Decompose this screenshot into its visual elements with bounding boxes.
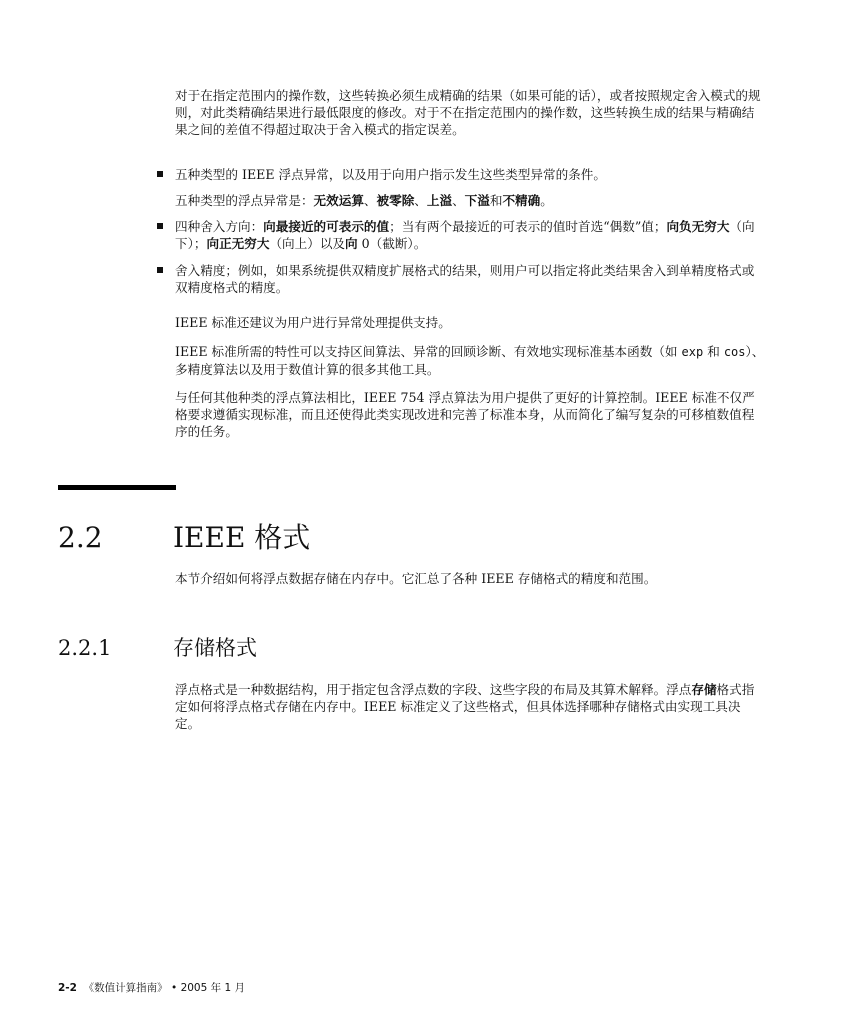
exception-overflow: 上溢	[426, 193, 453, 208]
page-footer	[58, 980, 245, 995]
bullet-text	[175, 218, 765, 252]
rounding-zero: 向	[345, 236, 358, 251]
continuation-paragraph: 对于在指定范围内的操作数，这些转换必须生成精确的结果（如果可能的话），或者按照规定舍入模式的规则，对此类精确结果进行最低限度的修改。对于不在指定范围内的操作数，这些转换生成的结果与精确结果之间的差值不得超过取决于舍入模式的指定误差。	[175, 88, 761, 137]
text-run: 四种舍入方向：	[175, 219, 264, 234]
separator: 、	[452, 193, 465, 208]
sub-prefix: 五种类型的浮点异常是：	[175, 193, 314, 208]
bullet-square-icon	[157, 223, 163, 229]
bullet-square-icon	[157, 171, 163, 177]
separator: 、	[363, 193, 377, 208]
rounding-nearest: 向最接近的可表示的值	[263, 219, 390, 234]
book-title: 《数值计算指南》	[83, 982, 168, 994]
footer-separator: •	[171, 982, 178, 994]
text-run: 和	[703, 344, 724, 359]
text-run: 格式指定如何将浮点格式存储在内存中。IEEE 标准定义了这些格式，但具体选择哪种存储格式由实现工具决定。	[175, 682, 755, 731]
exception-underflow: 下溢	[464, 193, 490, 208]
bullet-text: 五种类型的 IEEE 浮点异常，以及用于向用户指示发生这些类型异常的条件。	[175, 167, 606, 182]
bold-term: 存储	[691, 682, 717, 697]
section-rule	[58, 485, 176, 490]
subsection-paragraph	[175, 681, 765, 732]
section-number: 2.2	[58, 521, 103, 554]
text-run: 浮点格式是一种数据结构，用于指定包含浮点数的字段、这些字段的布局及其算术解释。浮点	[175, 682, 692, 697]
text-run: IEEE 标准所需的特性可以支持区间算法、异常的回顾诊断、有效地实现标准基本函数（如	[175, 344, 682, 359]
rounding-neg-inf: 向负无穷大	[666, 219, 730, 234]
period: 。	[540, 193, 553, 208]
section-title: IEEE 格式	[173, 521, 311, 554]
section-intro: 本节介绍如何将浮点数据存储在内存中。它汇总了各种 IEEE 存储格式的精度和范围。	[175, 571, 657, 586]
text-run: （向下）；	[175, 219, 755, 251]
subsection-number: 2.2.1	[58, 636, 112, 660]
text-run: （向上）以及	[269, 236, 346, 251]
code-cos: cos	[723, 345, 746, 359]
publish-date: 2005 年 1 月	[180, 982, 245, 994]
text-run: ；当有两个最接近的可表示的值时首选“偶数”值；	[389, 219, 667, 234]
page-number: 2-2	[58, 982, 77, 994]
paragraph: 与任何其他种类的浮点算法相比，IEEE 754 浮点算法为用户提供了更好的计算控制。IEEE 标准不仅严格要求遵循实现标准，而且还使得此类实现改进和完善了标准本身，从而简化了编写复杂的可移植数值程序的任务。	[175, 390, 755, 439]
exception-invalid: 无效运算	[313, 193, 364, 208]
conjunction: 和	[489, 193, 503, 208]
text-run: ）、多精度算法以及用于数值计算的很多其他工具。	[175, 344, 765, 377]
exception-inexact: 不精确	[502, 193, 541, 208]
paragraph	[175, 343, 765, 378]
paragraph: IEEE 标准还建议为用户进行异常处理提供支持。	[175, 315, 451, 330]
code-exp: exp	[681, 345, 704, 359]
exception-divbyzero: 被零除	[376, 193, 415, 208]
bullet-subtext	[175, 192, 765, 209]
bullet-square-icon	[157, 267, 163, 273]
separator: 、	[414, 193, 427, 208]
bullet-text: 舍入精度；例如，如果系统提供双精度扩展格式的结果，则用户可以指定将此类结果舍入到单精度格式或双精度格式的精度。	[175, 263, 755, 295]
text-run: 0（截断）。	[357, 236, 427, 251]
subsection-title: 存储格式	[173, 636, 257, 660]
rounding-pos-inf: 向正无穷大	[206, 236, 270, 251]
